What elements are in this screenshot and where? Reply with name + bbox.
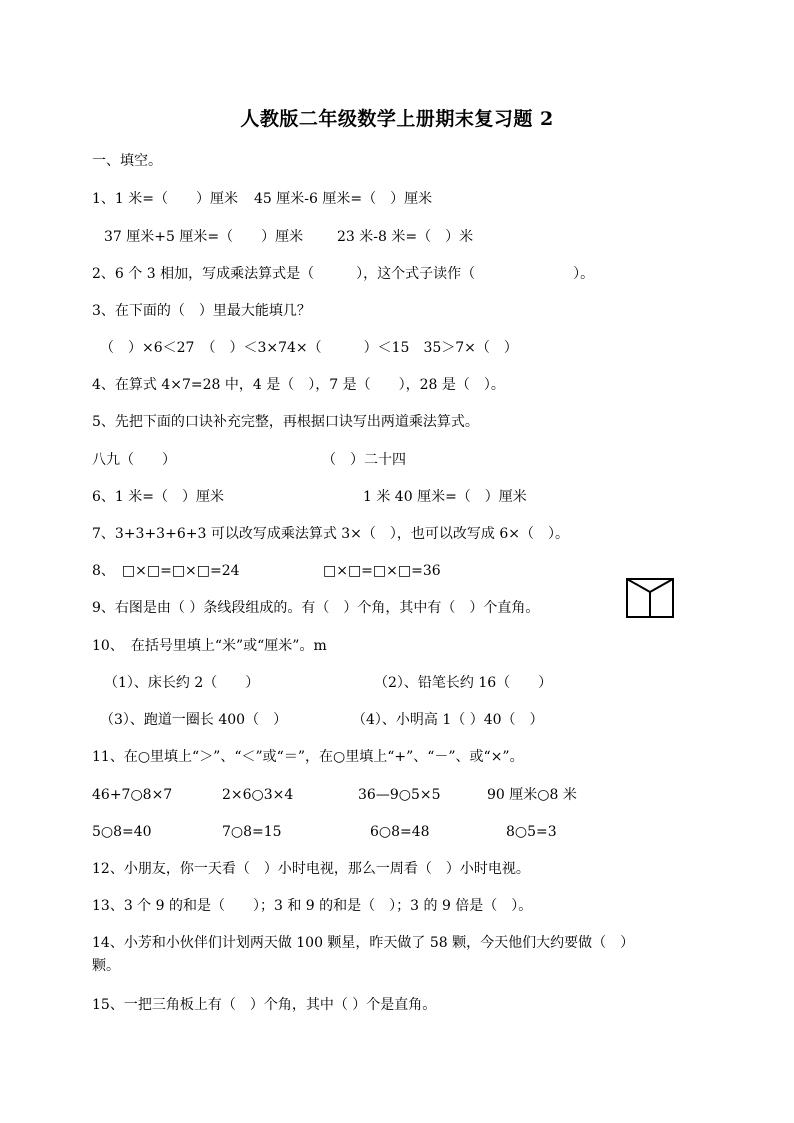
- question-1b: 45 厘米-6 厘米=（ ）厘米: [254, 191, 433, 207]
- figure-left-diagonal: [627, 579, 650, 592]
- question-1d: 23 米-8 米=（ ）米: [337, 229, 474, 245]
- figure-right-diagonal: [650, 579, 673, 592]
- question-11-r2c3: 6○8=48: [370, 824, 430, 840]
- question-11-r2c4: 8○5=3: [506, 824, 557, 840]
- question-10e: （4）、小明高 1（ ）40（ ）: [352, 712, 544, 728]
- question-10b: （1）、床长约 2（ ）: [104, 675, 260, 691]
- question-1c: 37 厘米+5 厘米=（ ）厘米: [104, 229, 304, 245]
- question-3a: 3、在下面的（ ）里最大能填几？: [92, 303, 311, 319]
- question-9: 9、右图是由（ ）条线段组成的。有（ ）个角，其中有（ ）个直角。: [92, 600, 540, 616]
- section-heading: 一、填空。: [92, 153, 162, 169]
- page-title: 人教版二年级数学上册期末复习题 2: [240, 108, 554, 130]
- question-1a: 1、1 米=（ ）厘米: [92, 191, 238, 207]
- question-15: 15、一把三角板上有（ ）个角，其中（ ）个是直角。: [92, 997, 437, 1013]
- question-12: 12、小朋友，你一天看（ ）小时电视，那么一周看（ ）小时电视。: [92, 861, 530, 877]
- question-14a: 14、小芳和小伙伴们计划两天做 100 颗星，昨天做了 58 颗，今天他们大约要做（ ）: [92, 935, 635, 951]
- question-11-r2c1: 5○8=40: [92, 824, 152, 840]
- question-11a: 11、在○里填上“＞”、“＜”或“＝”，在○里填上“+”、“－”、或“×”。: [92, 749, 524, 765]
- question-8a: 8、 □×□=□×□=24: [92, 563, 240, 579]
- question-11-r2c2: 7○8=15: [222, 824, 282, 840]
- question-2: 2、6 个 3 相加，写成乘法算式是（ ），这个式子读作（ ）。: [92, 266, 595, 282]
- question-6a: 6、1 米=（ ）厘米: [92, 489, 224, 505]
- question-11-r1c2: 2×6○3×4: [222, 787, 294, 803]
- question-13: 13、3 个 9 的和是（ ）；3 和 9 的和是（ ）；3 的 9 倍是（ ）。: [92, 898, 533, 914]
- question-11-r1c3: 36—9○5×5: [358, 787, 441, 803]
- question-14b: 颗。: [92, 958, 120, 974]
- question-11-r1c4: 90 厘米○8 米: [487, 787, 577, 803]
- question-6b: 1 米 40 厘米=（ ）厘米: [363, 489, 527, 505]
- question-5c: （ ）二十四: [322, 452, 406, 468]
- question-8b: □×□=□×□=36: [323, 563, 441, 579]
- question-4: 4、在算式 4×7=28 中，4 是（ ），7 是（ ），28 是（ ）。: [92, 377, 505, 393]
- question-10c: （2）、铅笔长约 16（ ）: [374, 675, 553, 691]
- line-segment-figure: [626, 578, 674, 618]
- question-10a: 10、 在括号里填上“米”或“厘米”。m: [92, 638, 327, 654]
- question-3b: （ ）×6＜27 （ ）＜3×74×（ ）＜15 35＞7×（ ）: [100, 340, 518, 356]
- question-10d: （3）、跑道一圈长 400（ ）: [100, 712, 288, 728]
- question-5a: 5、先把下面的口诀补充完整，再根据口诀写出两道乘法算式。: [92, 414, 479, 430]
- question-7: 7、3+3+3+6+3 可以改写成乘法算式 3×（ ），也可以改写成 6×（ ）。: [92, 526, 569, 542]
- question-11-r1c1: 46+7○8×7: [92, 787, 173, 803]
- question-5b: 八九（ ）: [92, 452, 176, 468]
